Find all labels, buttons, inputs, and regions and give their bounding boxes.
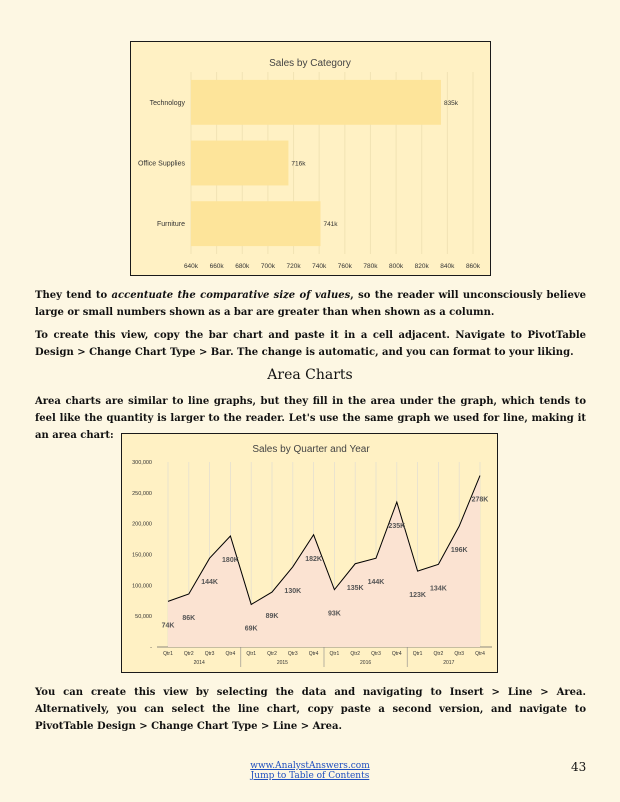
bar-x-tick-label: 700k [260, 263, 275, 270]
area-x-tick-label: Qtr3 [371, 651, 381, 657]
area-x-tick-label: Qtr2 [183, 651, 194, 657]
bar-x-tick-label: 860k [465, 263, 481, 270]
para1-emphasis: accentuate the comparative size of values [111, 290, 351, 301]
page-number: 43 [571, 760, 587, 774]
footer-toc-link[interactable]: Jump to Table of Contents [250, 771, 370, 781]
bar-x-tick-label: 800k [389, 263, 404, 270]
area-x-tick-label: Qtr3 [454, 651, 465, 657]
area-y-tick-label: 50,000 [135, 614, 152, 621]
bar-category-label: Furniture [156, 221, 185, 229]
bar-data-label: 835k [443, 99, 459, 107]
footer-site-link[interactable]: www.AnalystAnswers.com [250, 761, 370, 771]
area-x-tick-label: Qtr3 [204, 651, 215, 657]
bar-x-tick-label: 640k [183, 263, 199, 270]
area-data-label: 135K [346, 584, 364, 592]
area-data-label: 89K [265, 613, 279, 621]
bar-x-tick-label: 720k [286, 263, 301, 270]
bar-x-tick-label: 740k [312, 263, 327, 270]
bar-x-tick-label: 820k [414, 263, 429, 270]
area-x-tick-label: Qtr1 [412, 651, 423, 657]
area-x-group-label: 2016 [360, 660, 372, 666]
area-x-group-label: 2015 [276, 660, 288, 666]
area-x-tick-label: Qtr4 [225, 651, 236, 657]
area-y-tick-label: 300,000 [132, 460, 152, 466]
area-chart-title: Sales by Quarter and Year [252, 444, 370, 455]
bar-data-label: 741k [323, 221, 338, 229]
bar-data-label: 716k [291, 160, 306, 168]
bar-technology [191, 80, 441, 125]
area-x-tick-label: Qtr1 [163, 651, 173, 657]
paragraph-create-area: You can create this view by selecting the data and navigating to Insert > Line > Area. Alternatively, you can select the line chart, copy paste a second version, and navigate to PivotTable Design > Change Chart Type > Line > Area. [35, 687, 586, 732]
area-data-label: 144K [201, 579, 218, 587]
area-data-label: 144K [367, 579, 385, 587]
area-x-tick-label: Qtr1 [329, 651, 340, 657]
area-data-label: 130K [284, 587, 302, 595]
bar-x-tick-label: 660k [209, 263, 224, 270]
area-x-tick-label: Qtr2 [433, 651, 444, 657]
area-data-label: 93K [327, 610, 341, 618]
area-y-tick-label: 250,000 [132, 490, 152, 497]
area-data-label: 235K [388, 523, 406, 531]
bar-x-tick-label: 840k [440, 263, 455, 270]
bar-category-label: Office Supplies [138, 160, 185, 168]
area-x-group-label: 2014 [193, 660, 205, 666]
area-x-group-label: 2017 [443, 660, 455, 666]
area-data-label: 74K [161, 622, 175, 630]
area-data-label: 69K [244, 625, 258, 633]
area-chart [121, 433, 498, 673]
area-data-label: 134K [430, 585, 447, 593]
bar-category-label: Technology [149, 99, 185, 107]
bar-x-tick-label: 760k [337, 263, 352, 270]
area-x-tick-label: Qtr1 [246, 651, 257, 657]
bar-furniture [191, 201, 320, 246]
area-data-label: 196K [450, 547, 468, 555]
area-x-tick-label: Qtr3 [287, 651, 298, 657]
area-data-label: 180K [222, 557, 239, 564]
area-y-tick-label: 150,000 [132, 552, 152, 559]
area-x-tick-label: Qtr4 [391, 651, 402, 657]
area-y-tick-label: 200,000 [132, 521, 152, 528]
area-data-label: 86K [182, 614, 196, 622]
area-data-label: 182K [305, 555, 322, 563]
area-y-tick-label: 100,000 [132, 583, 152, 590]
paragraph-bar-effect [35, 287, 586, 321]
paragraph-area-intro: Area charts are similar to line graphs, but they fill in the area under the graph, which tends to feel like the quantity is larger to the reader. Let's use the same graph we used for line, making it an area chart: [35, 396, 586, 441]
area-y-tick-label: - [150, 645, 152, 651]
area-x-tick-label: Qtr2 [350, 651, 361, 657]
bar-chart-svg [131, 42, 490, 275]
paragraph-create-bar: To create this view, copy the bar chart and paste it in a cell adjacent. Navigate to PivotTable Design > Change Chart Type > Bar. The change is automatic, and you can format to your liking. [35, 330, 586, 358]
bar-chart [130, 41, 491, 276]
area-data-label: 278K [471, 496, 489, 504]
area-x-tick-label: Qtr4 [475, 651, 485, 657]
para1-text-b: , so the reader will unconsciously believe large or small numbers shown as a bar are greater than when shown as a column. [35, 290, 586, 318]
bar-chart-title: Sales by Category [269, 58, 351, 69]
section-heading-area-charts: Area Charts [267, 367, 353, 383]
bar-office-supplies [191, 141, 288, 186]
bar-x-tick-label: 780k [363, 263, 378, 270]
bar-x-tick-label: 680k [235, 263, 250, 270]
para1-text-a: They tend to [35, 290, 112, 301]
area-x-tick-label: Qtr4 [308, 651, 319, 657]
area-x-tick-label: Qtr2 [267, 651, 277, 657]
area-chart-svg [122, 434, 497, 672]
area-data-label: 123K [409, 592, 426, 600]
